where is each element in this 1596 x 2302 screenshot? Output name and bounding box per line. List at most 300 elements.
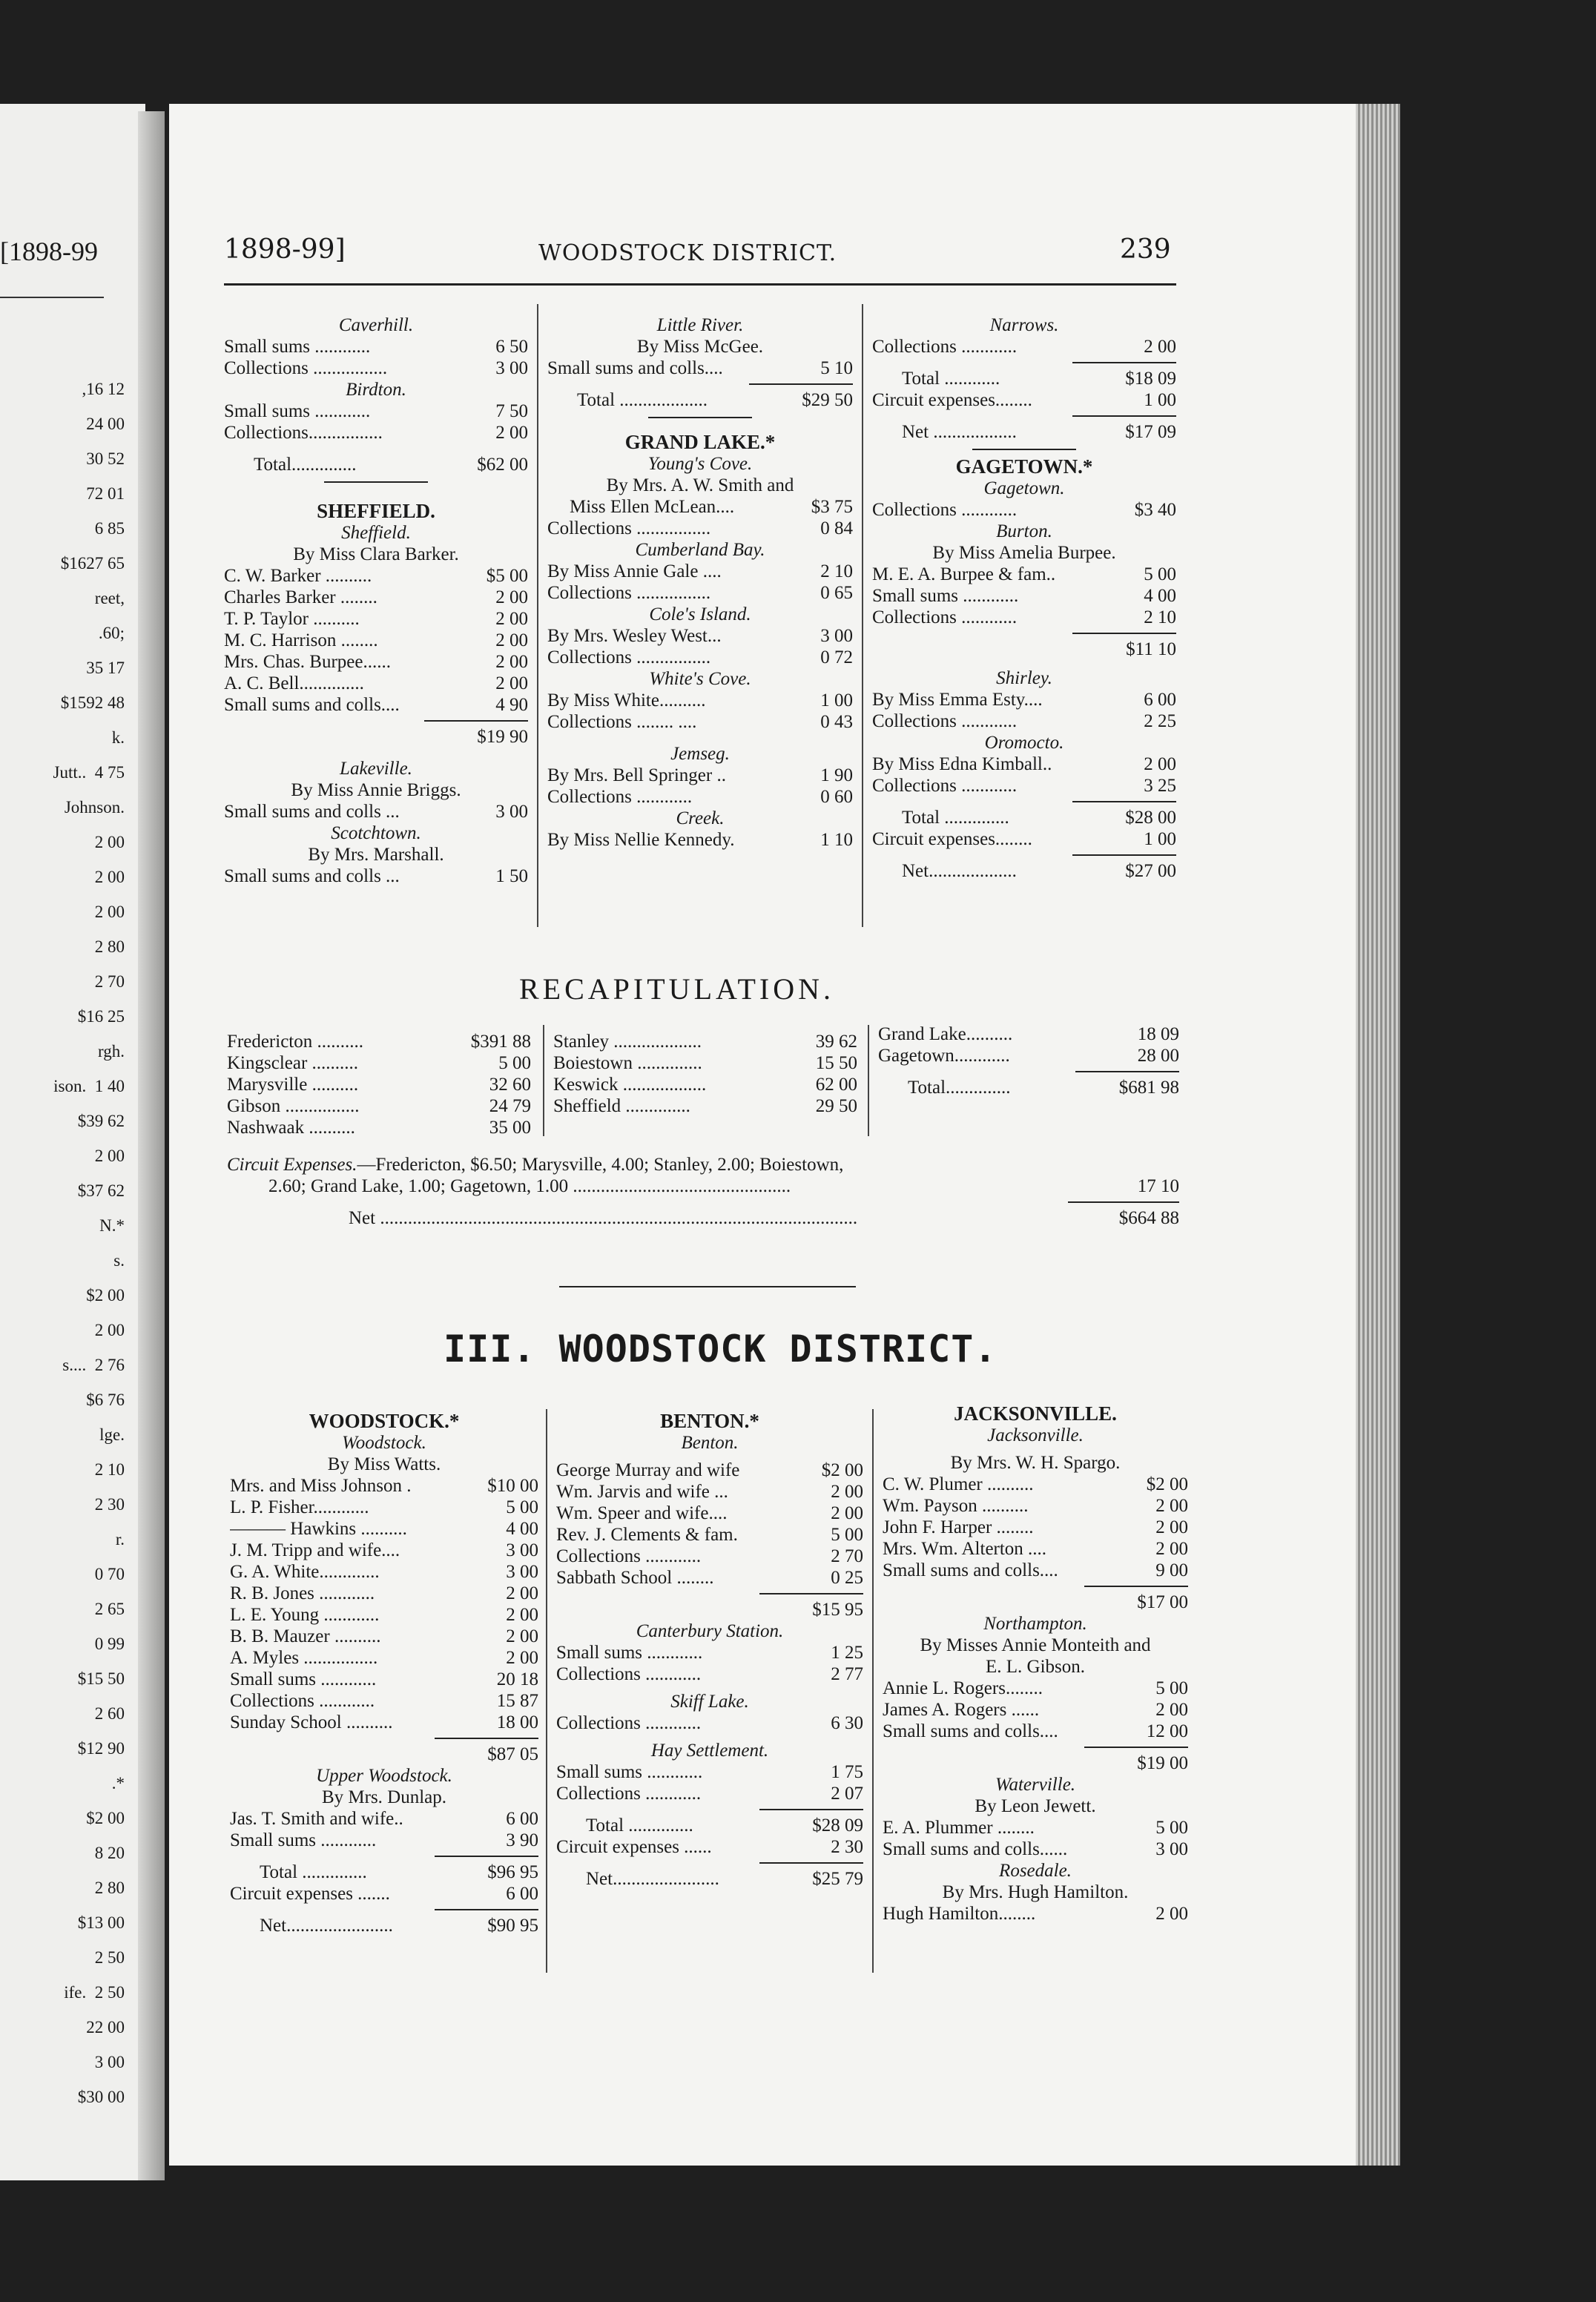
ledger-amount: 5 00 xyxy=(506,1497,538,1517)
ledger-row xyxy=(556,1481,863,1503)
ledger-amount: 20 18 xyxy=(496,1669,538,1689)
page-edges xyxy=(1356,104,1400,2166)
woodstock-heading: WOODSTOCK.* xyxy=(309,1410,460,1432)
ledger-row xyxy=(883,1678,1188,1699)
ledger-amount: 2 00 xyxy=(506,1626,538,1646)
ledger-label: Collections ............ xyxy=(872,776,1018,796)
ledger-amount: 2 25 xyxy=(1144,711,1176,731)
ledger-row xyxy=(224,651,528,673)
column-benton: BENTON.* Benton. George Murray and wife $2 00 Wm. Jarvis and wife ... 2 00 Wm. Speer and wife.... 2 00 Rev. J. Clements & fam. 5 00 Collections ............ 2 70 Sabbath School ........ 0 25 $15 95 Canterbury Station. Small sums ............ 1 25 Collections ............ 2 77 Skiff Lake. Collections ............ 6 30 Hay Settlement. Small sums ............ 1 75 Collections ............ 2 07 Total .............. $28 09 Circuit expenses ...... 2 30 Net....................... $25 79 xyxy=(556,1410,863,1889)
ledger-label: Wm. Payson .......... xyxy=(883,1496,1029,1516)
ledger-row xyxy=(224,630,528,651)
section-divider xyxy=(559,1286,856,1287)
ledger-amount: 4 00 xyxy=(1144,586,1176,606)
ledger-label: T. P. Taylor .......... xyxy=(224,609,360,629)
ledger-row xyxy=(224,336,528,357)
sheffield-by: By Miss Clara Barker. xyxy=(293,544,459,564)
recap-column-2 xyxy=(553,1031,857,1117)
left-page-line: r. xyxy=(115,1530,125,1549)
ledger-label: Annie L. Rogers........ xyxy=(883,1678,1043,1698)
hay-settlement-title: Hay Settlement. xyxy=(650,1741,769,1761)
column-gagetown: Narrows. Collections ............ 2 00 Total ............ $18 09 Circuit expenses........ 1 00 Net .................. $17 09 GAGETOWN.* Gagetown. Collections ............ $3 40 Burton. By Miss Amelia Burpee. M. E. A. Burpee & fam.. 5 00 Small sums ............ 4 00 Collections ............ 2 10 $11 10 Shirley. By Miss Emma Esty.... 6 00 Collections ............ 2 25 Oromocto. By Miss Edna Kimball.. 2 00 Collections ............ 3 25 Total .............. $28 00 Circuit expenses........ 1 00 Net................... $27 00 xyxy=(872,315,1176,881)
ledger-row xyxy=(547,711,853,733)
ledger-label: Small sums and colls.... xyxy=(224,695,400,715)
ledger-row xyxy=(230,1518,538,1540)
left-page-line: N.* xyxy=(99,1216,125,1235)
header-title: WOODSTOCK DISTRICT. xyxy=(538,240,837,266)
ledger-amount: 18 00 xyxy=(496,1712,538,1732)
ledger-label: By Miss Annie Gale .... xyxy=(547,561,722,581)
column-divider xyxy=(537,304,538,927)
header-rule xyxy=(224,283,1176,286)
ledger-label: Nashwaak .......... xyxy=(227,1118,355,1138)
left-page-line: $30 00 xyxy=(77,2088,125,2106)
ledger-row xyxy=(553,1031,857,1052)
little-river-title: Little River. xyxy=(656,315,744,335)
ledger-amount: $2 00 xyxy=(821,1460,863,1480)
ledger-row xyxy=(224,422,528,443)
ledger-label: Collections ................ xyxy=(224,358,388,378)
ledger-label: Collections ............ xyxy=(556,1664,702,1684)
ledger-amount: 5 00 xyxy=(831,1525,863,1545)
ledger-amount: 0 43 xyxy=(820,712,853,732)
left-page-line: 2 60 xyxy=(94,1704,125,1723)
recap-column-3 xyxy=(878,1023,1179,1098)
left-page-line: $2 00 xyxy=(86,1286,125,1305)
oromocto-title: Oromocto. xyxy=(984,733,1064,753)
ledger-amount: 28 00 xyxy=(1137,1046,1179,1066)
ledger-amount: 15 50 xyxy=(815,1053,857,1073)
ledger-label: By Mrs. Bell Springer .. xyxy=(547,765,726,785)
ledger-row xyxy=(547,647,853,668)
column-grand-lake: Little River. By Miss McGee. Small sums and colls.... 5 10 Total ................... $29 50 GRAND LAKE.* Young's Cove. By Mrs. A. W. Smith and Miss Ellen McLean.... $3 75 Collections ................ 0 84 Cumberland Bay. By Miss Annie Gale .... 2 10 Collections ................ 0 65 Cole's Island. By Mrs. Wesley West... 3 00 Collections ................ 0 72 White's Cove. By Miss White.......... 1 00 Collections ........ .... 0 43 Jemseg. By Mrs. Bell Springer .. 1 90 Collections ............ 0 60 Creek. By Miss Nellie Kennedy. 1 10 xyxy=(547,315,853,850)
column-caverhill-sheffield xyxy=(224,314,528,887)
left-page-line: 2 80 xyxy=(94,1879,125,1897)
ledger-label: B. B. Mauzer .......... xyxy=(230,1626,381,1646)
ledger-amount: 1 75 xyxy=(831,1762,863,1782)
ledger-row xyxy=(872,585,1176,607)
ledger-label: Mrs. Chas. Burpee...... xyxy=(224,652,391,672)
ledger-amount: 18 09 xyxy=(1137,1024,1179,1044)
left-page-line: 8 20 xyxy=(94,1844,125,1862)
left-page-line: 2 65 xyxy=(94,1600,125,1618)
ledger-label: Small sums ............ xyxy=(872,586,1019,606)
left-page-line: ,16 12 xyxy=(82,380,125,398)
ledger-amount: 2 00 xyxy=(506,1583,538,1603)
ledger-label: L. P. Fisher............ xyxy=(230,1497,369,1517)
ledger-label: Gagetown............ xyxy=(878,1046,1010,1066)
ledger-amount: 2 00 xyxy=(495,423,528,443)
ledger-amount: 2 00 xyxy=(1155,1496,1188,1516)
ledger-amount: 3 25 xyxy=(1144,776,1176,796)
ledger-amount: 4 00 xyxy=(506,1519,538,1539)
ledger-label: By Mrs. Wesley West... xyxy=(547,626,722,646)
ledger-row xyxy=(224,694,528,716)
ledger-amount: 2 00 xyxy=(1155,1700,1188,1720)
ledger-row xyxy=(230,1583,538,1604)
ledger-row xyxy=(227,1095,531,1117)
left-page-line: k. xyxy=(111,728,125,747)
left-page-line: 72 01 xyxy=(86,484,125,503)
ledger-row xyxy=(883,1560,1188,1581)
ledger-row xyxy=(883,1721,1188,1742)
ledger-row xyxy=(230,1497,538,1518)
ledger-row xyxy=(556,1567,863,1589)
benton-heading: BENTON.* xyxy=(660,1410,759,1432)
ledger-row xyxy=(872,689,1176,710)
ledger-label: C. W. Plumer .......... xyxy=(883,1474,1034,1494)
ledger-label: L. E. Young ............ xyxy=(230,1605,380,1625)
ledger-amount: 5 00 xyxy=(1155,1818,1188,1838)
left-page-line: 0 99 xyxy=(94,1635,125,1653)
left-page-line: 6 85 xyxy=(94,519,125,538)
ledger-label: J. M. Tripp and wife.... xyxy=(230,1540,400,1560)
ledger-row xyxy=(547,582,853,604)
ledger-label: Sheffield .............. xyxy=(553,1096,690,1116)
ledger-label: Jas. T. Smith and wife.. xyxy=(230,1809,403,1829)
ledger-row xyxy=(878,1023,1179,1045)
ledger-row xyxy=(556,1642,863,1663)
ledger-label: Kingsclear .......... xyxy=(227,1053,359,1073)
scotchtown-title: Scotchtown. xyxy=(331,823,421,843)
ledger-label: Mrs. and Miss Johnson . xyxy=(230,1476,412,1496)
ledger-amount: 5 00 xyxy=(498,1053,531,1073)
column-woodstock: WOODSTOCK.* Woodstock. By Miss Watts. Mrs. and Miss Johnson . $10 00 L. P. Fisher............ 5 00 ——— Hawkins .......... 4 00 J. M. Tripp and wife.... 3 00 G. A. White............. 3 00 R. B. Jones ............ 2 00 L. E. Young ............ 2 00 B. B. Mauzer .......... 2 00 A. Myles ................ 2 00 Small sums ............ 20 18 Collections ............ 15 87 Sunday School .......... 18 00 $87 05 Upper Woodstock. By Mrs. Dunlap. Jas. T. Smith and wife.. 6 00 Small sums ............ 3 90 Total .............. $96 95 Circuit expenses ....... 6 00 Net....................... $90 95 xyxy=(230,1410,538,1936)
ledger-label: Gibson ................ xyxy=(227,1096,360,1116)
left-page-line: Jutt.. 4 75 xyxy=(53,763,125,782)
waterville-title: Waterville. xyxy=(995,1775,1076,1795)
ledger-label: Grand Lake.......... xyxy=(878,1024,1013,1044)
left-page-line: $39 62 xyxy=(77,1112,125,1130)
ledger-row xyxy=(883,1699,1188,1721)
creek-row: By Miss Nellie Kennedy. 1 10 xyxy=(547,830,853,850)
grand-lake-by: By Mrs. A. W. Smith and xyxy=(606,475,794,495)
ledger-row xyxy=(230,1669,538,1690)
ledger-amount: 39 62 xyxy=(815,1032,857,1052)
ledger-row xyxy=(872,607,1176,628)
birdton-title: Birdton. xyxy=(346,380,406,400)
ledger-label: Small sums ............ xyxy=(224,337,371,357)
ledger-row xyxy=(227,1052,531,1074)
ledger-row xyxy=(224,608,528,630)
ledger-amount: 0 60 xyxy=(820,787,853,807)
ledger-amount: 4 90 xyxy=(495,695,528,715)
ledger-label: Collections ............ xyxy=(547,787,693,807)
recap-net: Net ....................................................................................................... $664 88 xyxy=(349,1208,1179,1228)
ledger-row xyxy=(883,1817,1188,1838)
ledger-row xyxy=(872,564,1176,585)
ledger-amount: 15 87 xyxy=(496,1691,538,1711)
ledger-amount: 2 10 xyxy=(820,561,853,581)
ledger-label: M. C. Harrison ........ xyxy=(224,630,378,650)
ledger-amount: 2 00 xyxy=(1155,1539,1188,1559)
column-divider xyxy=(862,304,863,927)
left-page-line: $13 00 xyxy=(77,1913,125,1932)
little-river-by: By Miss McGee. xyxy=(636,337,764,357)
ledger-amount: 2 00 xyxy=(831,1482,863,1502)
ledger-amount: 35 00 xyxy=(489,1118,531,1138)
ledger-label: Wm. Speer and wife.... xyxy=(556,1503,728,1523)
ledger-row xyxy=(872,753,1176,775)
ledger-amount: 6 00 xyxy=(506,1809,538,1829)
ledger-amount: 24 79 xyxy=(489,1096,531,1116)
ledger-label: Collections ........ .... xyxy=(547,712,697,732)
benton-net: Net....................... $25 79 xyxy=(586,1869,863,1889)
ledger-label: Small sums and colls.... xyxy=(883,1560,1058,1580)
ledger-row xyxy=(227,1074,531,1095)
grand-lake-heading: GRAND LAKE.* xyxy=(624,431,776,453)
ledger-label: C. W. Barker .......... xyxy=(224,566,372,586)
ledger-label: Charles Barker ........ xyxy=(224,587,377,607)
ledger-amount: 2 77 xyxy=(831,1664,863,1684)
scotchtown-row: Small sums and colls ... 1 50 xyxy=(224,866,528,886)
ledger-amount: 1 00 xyxy=(820,690,853,710)
ledger-amount: 12 00 xyxy=(1146,1721,1188,1741)
ledger-row xyxy=(230,1808,538,1830)
ledger-label: By Miss Emma Esty.... xyxy=(872,690,1043,710)
ledger-row xyxy=(230,1540,538,1561)
left-page-line: 2 80 xyxy=(94,937,125,956)
lakeville-by: By Miss Annie Briggs. xyxy=(291,780,461,800)
ledger-label: Collections ............ xyxy=(556,1784,702,1804)
ledger-row xyxy=(224,357,528,379)
benton-subtitle: Benton. xyxy=(681,1433,739,1453)
left-page-line: .60; xyxy=(98,624,125,642)
left-page-line: $1592 48 xyxy=(60,693,125,712)
upper-woodstock-by: By Mrs. Dunlap. xyxy=(321,1787,447,1807)
ledger-amount: 29 50 xyxy=(815,1096,857,1116)
youngs-cove-title: Young's Cove. xyxy=(647,454,753,474)
ledger-label: Collections ............ xyxy=(556,1546,702,1566)
ledger-row xyxy=(230,1647,538,1669)
ledger-label: By Miss White.......... xyxy=(547,690,706,710)
left-page-line: 2 00 xyxy=(94,1147,125,1165)
ledger-amount: $10 00 xyxy=(487,1476,538,1496)
ledger-amount: 2 00 xyxy=(506,1605,538,1625)
ledger-row xyxy=(556,1546,863,1567)
ledger-label: Small sums ............ xyxy=(230,1830,377,1850)
left-page-line: 30 52 xyxy=(86,449,125,468)
ledger-amount: 2 00 xyxy=(831,1503,863,1523)
gagetown-subtitle: Gagetown. xyxy=(983,478,1065,498)
left-page-line: 2 00 xyxy=(94,903,125,921)
ledger-amount: 62 00 xyxy=(815,1075,857,1095)
left-page-line: 22 00 xyxy=(86,2018,125,2036)
ledger-amount: 2 00 xyxy=(495,652,528,672)
ledger-row xyxy=(230,1561,538,1583)
ledger-amount: 1 25 xyxy=(831,1643,863,1663)
ledger-amount: 5 00 xyxy=(1144,564,1176,584)
total-row: Total.............. $62 00 xyxy=(254,455,528,475)
ledger-row xyxy=(878,1045,1179,1066)
rosedale-title: Rosedale. xyxy=(999,1861,1072,1881)
ledger-row xyxy=(547,690,853,711)
left-page-line: .* xyxy=(111,1774,125,1793)
ledger-label: Marysville .......... xyxy=(227,1075,359,1095)
left-page-line: s.... 2 76 xyxy=(62,1356,125,1374)
gagetown-heading: GAGETOWN.* xyxy=(955,455,1093,478)
ledger-label: Sunday School .......... xyxy=(230,1712,393,1732)
lakeville-title: Lakeville. xyxy=(340,759,412,779)
ledger-row xyxy=(553,1095,857,1117)
jacksonville-by: By Mrs. W. H. Spargo. xyxy=(950,1453,1121,1473)
left-page-line: 0 70 xyxy=(94,1565,125,1583)
ledger-row xyxy=(547,786,853,808)
ledger-row xyxy=(556,1524,863,1546)
ledger-row xyxy=(883,1495,1188,1517)
ledger-amount: 2 00 xyxy=(495,673,528,693)
left-page-line: reet, xyxy=(94,589,125,607)
little-river-row: Small sums and colls.... 5 10 xyxy=(547,358,853,378)
ledger-amount: 1 90 xyxy=(820,765,853,785)
left-page-line: 2 00 xyxy=(94,833,125,851)
ledger-amount: 3 00 xyxy=(495,358,528,378)
ledger-amount: 3 00 xyxy=(506,1562,538,1582)
left-page-line: $15 50 xyxy=(77,1669,125,1688)
ledger-label: Sabbath School ........ xyxy=(556,1568,714,1588)
sheffield-subtitle: Sheffield. xyxy=(341,523,411,543)
left-page-line: 2 70 xyxy=(94,972,125,991)
ledger-row xyxy=(872,775,1176,797)
ledger-label: Keswick .................. xyxy=(553,1075,707,1095)
left-page-line: lge. xyxy=(99,1425,125,1444)
ledger-label: Mrs. Wm. Alterton .... xyxy=(883,1539,1047,1559)
ledger-label: George Murray and wife xyxy=(556,1460,740,1480)
ledger-row xyxy=(230,1604,538,1626)
ledger-amount: 2 07 xyxy=(831,1784,863,1804)
creek-title: Creek. xyxy=(676,808,725,828)
ledger-label: Fredericton .......... xyxy=(227,1032,363,1052)
left-page-line: 2 30 xyxy=(94,1495,125,1514)
ledger-label: Collections ............ xyxy=(230,1691,375,1711)
left-page-line: 3 00 xyxy=(94,2053,125,2071)
left-page-line: 35 17 xyxy=(86,659,125,677)
left-page-fragment xyxy=(0,104,145,2180)
column-jacksonville: JACKSONVILLE. Jacksonville. By Mrs. W. H. Spargo. C. W. Plumer .......... $2 00 Wm. Payson .......... 2 00 John F. Harper ........ 2 00 Mrs. Wm. Alterton .... 2 00 Small sums and colls.... 9 00 $17 00 Northampton. By Misses Annie Monteith and E. L. Gibson. Annie L. Rogers........ 5 00 James A. Rogers ...... 2 00 Small sums and colls.... 12 00 $19 00 Waterville. By Leon Jewett. E. A. Plummer ........ 5 00 Small sums and colls...... 3 00 Rosedale. By Mrs. Hugh Hamilton. Hugh Hamilton........ 2 00 xyxy=(883,1402,1188,1924)
left-page-header: [1898-99 xyxy=(0,237,98,266)
ledger-label: ——— Hawkins .......... xyxy=(230,1519,407,1539)
ledger-label: Collections ................ xyxy=(547,583,711,603)
ledger-label: A. C. Bell.............. xyxy=(224,673,364,693)
ledger-row xyxy=(553,1052,857,1074)
ledger-label: Small sums ............ xyxy=(556,1643,703,1663)
ledger-row xyxy=(230,1475,538,1497)
ledger-label: Collections ............ xyxy=(872,607,1018,627)
upper-woodstock-title: Upper Woodstock. xyxy=(316,1766,452,1786)
whites-cove-title: White's Cove. xyxy=(649,669,751,689)
ledger-row xyxy=(553,1074,857,1095)
ledger-amount: 7 50 xyxy=(495,401,528,421)
burton-title: Burton. xyxy=(996,521,1052,541)
narrows-title: Narrows. xyxy=(989,315,1059,335)
woodstock-net: Net....................... $90 95 xyxy=(260,1916,538,1936)
ledger-row xyxy=(556,1503,863,1524)
book-gutter xyxy=(138,111,165,2180)
ledger-amount: 32 60 xyxy=(489,1075,531,1095)
ledger-label: Stanley ................... xyxy=(553,1032,702,1052)
ledger-amount: 2 00 xyxy=(506,1648,538,1668)
ledger-row xyxy=(883,1474,1188,1495)
jemseg-title: Jemseg. xyxy=(670,744,730,764)
shirley-title: Shirley. xyxy=(996,668,1052,688)
ledger-row xyxy=(230,1690,538,1712)
canterbury-station-title: Canterbury Station. xyxy=(636,1621,784,1641)
ledger-label: A. Myles ................ xyxy=(230,1648,378,1668)
waterville-by: By Leon Jewett. xyxy=(975,1796,1096,1816)
header-year: 1898-99] xyxy=(224,234,346,265)
ledger-row xyxy=(547,765,853,786)
ledger-amount: 9 00 xyxy=(1155,1560,1188,1580)
ledger-label: Small sums ............ xyxy=(230,1669,377,1689)
ledger-amount: 0 72 xyxy=(820,647,853,667)
ledger-row xyxy=(556,1783,863,1804)
ledger-amount: 2 00 xyxy=(1155,1517,1188,1537)
ledger-label: Small sums ............ xyxy=(224,401,371,421)
ledger-amount: 2 00 xyxy=(1144,754,1176,774)
ledger-row xyxy=(883,1517,1188,1538)
left-page-line: Johnson. xyxy=(64,798,125,817)
left-page-line: $2 00 xyxy=(86,1809,125,1827)
ledger-label: Collections ................ xyxy=(547,647,711,667)
recapitulation-heading: RECAPITULATION. xyxy=(519,972,834,1006)
left-page-rule xyxy=(0,297,104,298)
little-river-total: Total ................... $29 50 xyxy=(577,390,853,410)
coles-island-title: Cole's Island. xyxy=(649,604,751,624)
left-page-line: s. xyxy=(113,1251,125,1270)
ledger-amount: 2 70 xyxy=(831,1546,863,1566)
ledger-amount: 3 00 xyxy=(506,1540,538,1560)
sheffield-total: $19 90 xyxy=(477,727,528,747)
ledger-amount: 6 50 xyxy=(495,337,528,357)
ledger-label: Rev. J. Clements & fam. xyxy=(556,1525,738,1545)
ledger-amount: $391 88 xyxy=(470,1032,531,1052)
sheffield-heading: SHEFFIELD. xyxy=(317,500,435,522)
ledger-amount: 5 00 xyxy=(1155,1678,1188,1698)
burton-by: By Miss Amelia Burpee. xyxy=(932,543,1116,563)
ledger-row xyxy=(883,1838,1188,1860)
ledger-label: Boiestown .............. xyxy=(553,1053,702,1073)
ledger-label: M. E. A. Burpee & fam.. xyxy=(872,564,1056,584)
cumberland-bay-title: Cumberland Bay. xyxy=(635,540,765,560)
ledger-row xyxy=(556,1460,863,1481)
ledger-label: Small sums ............ xyxy=(556,1762,703,1782)
ledger-amount: $5 00 xyxy=(486,566,528,586)
ledger-amount: 0 25 xyxy=(831,1568,863,1588)
left-page-line: $1627 65 xyxy=(60,554,125,573)
ledger-label: James A. Rogers ...... xyxy=(883,1700,1040,1720)
jacksonville-subtitle: Jacksonville. xyxy=(987,1425,1084,1445)
ledger-label: By Miss Edna Kimball.. xyxy=(872,754,1052,774)
ledger-row xyxy=(224,400,528,422)
ledger-amount: 3 00 xyxy=(1155,1839,1188,1859)
recap-column-1 xyxy=(227,1031,531,1138)
woodstock-subtitle: Woodstock. xyxy=(342,1433,426,1453)
ledger-row xyxy=(227,1117,531,1138)
ledger-label: Wm. Jarvis and wife ... xyxy=(556,1482,728,1502)
ledger-label: R. B. Jones ............ xyxy=(230,1583,375,1603)
ledger-amount: 2 10 xyxy=(1144,607,1176,627)
ledger-amount: 6 00 xyxy=(1144,690,1176,710)
ledger-amount: 3 90 xyxy=(506,1830,538,1850)
woodstock-by: By Miss Watts. xyxy=(327,1454,441,1474)
left-page-line: ife. 2 50 xyxy=(64,1983,125,2002)
ledger-row xyxy=(230,1830,538,1851)
ledger-label: E. A. Plummer ........ xyxy=(883,1818,1035,1838)
ledger-label: Small sums and colls.... xyxy=(883,1721,1058,1741)
ledger-label: John F. Harper ........ xyxy=(883,1517,1034,1537)
ledger-amount: 2 00 xyxy=(495,587,528,607)
ledger-amount: 2 00 xyxy=(495,630,528,650)
